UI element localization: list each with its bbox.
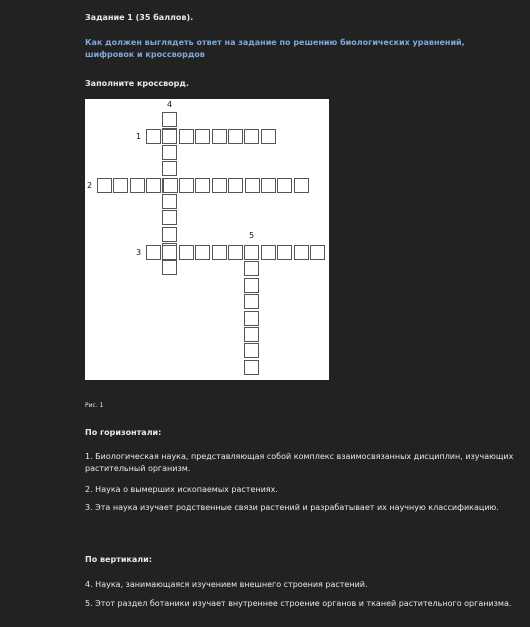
crossword-cell[interactable] (179, 129, 194, 144)
crossword-cell[interactable] (97, 178, 112, 193)
vertical-heading: По вертикали: (85, 555, 152, 564)
crossword-cell[interactable] (146, 129, 161, 144)
horizontal-clue-1: 1. Биологическая наука, представляющая собой комплекс взаимосвязанных дисциплин, изучающих растительный организм. (85, 452, 514, 473)
crossword-cell[interactable] (261, 245, 276, 260)
crossword-cell[interactable] (195, 129, 210, 144)
crossword-cell[interactable] (162, 129, 177, 144)
crossword-cell[interactable] (179, 245, 194, 260)
crossword-cell[interactable] (162, 194, 177, 209)
crossword-cell[interactable] (162, 245, 177, 260)
crossword-cell[interactable] (130, 178, 145, 193)
crossword-cell[interactable] (195, 178, 210, 193)
crossword-cell[interactable] (294, 178, 309, 193)
task-instruction: Заполните кроссворд. (85, 79, 189, 88)
figure-caption: Рис. 1 (85, 402, 104, 409)
answer-format-link[interactable]: Как должен выглядеть ответ на задание по решению биологических уравнений, шифровок и кроссвордов (85, 38, 465, 59)
horizontal-heading: По горизонтали: (85, 428, 162, 437)
crossword-cell[interactable] (244, 129, 259, 144)
crossword-cell[interactable] (244, 261, 259, 276)
crossword-cell[interactable] (195, 245, 210, 260)
crossword-cell[interactable] (310, 245, 325, 260)
crossword-cell[interactable] (244, 278, 259, 293)
crossword-cell[interactable] (228, 129, 243, 144)
crossword-cell[interactable] (228, 245, 243, 260)
vertical-clue-4: 4. Наука, занимающаяся изучением внешнего строения растений. (85, 580, 368, 589)
crossword-cell[interactable] (212, 178, 227, 193)
crossword-cell[interactable] (277, 245, 292, 260)
crossword-cell[interactable] (244, 327, 259, 342)
crossword-cell[interactable] (244, 245, 259, 260)
crossword-cell[interactable] (162, 161, 177, 176)
crossword-cell[interactable] (244, 360, 259, 375)
vertical-clue-5: 5. Этот раздел ботаники изучает внутреннее строение органов и тканей растительного организма. (85, 599, 512, 608)
clue-number-5: 5 (249, 231, 255, 240)
crossword-cell[interactable] (162, 210, 177, 225)
clue-number-1: 1 (136, 132, 142, 141)
crossword-cell[interactable] (212, 129, 227, 144)
horizontal-clue-3: 3. Эта наука изучает родственные связи растений и разрабатывает их научную классификацию. (85, 503, 499, 512)
crossword-cell[interactable] (277, 178, 292, 193)
crossword-cell[interactable] (162, 227, 177, 242)
crossword-cell[interactable] (261, 178, 276, 193)
crossword-cell[interactable] (113, 178, 128, 193)
task-title: Задание 1 (35 баллов). (85, 13, 194, 22)
crossword-cell[interactable] (162, 145, 177, 160)
clue-number-4: 4 (167, 100, 173, 109)
crossword-cell[interactable] (244, 311, 259, 326)
crossword-cell[interactable] (245, 178, 260, 193)
crossword-cell[interactable] (162, 260, 177, 275)
crossword-cell[interactable] (212, 245, 227, 260)
crossword-cell[interactable] (162, 112, 177, 127)
crossword-cell[interactable] (244, 294, 259, 309)
crossword-cell[interactable] (146, 245, 161, 260)
crossword-grid (85, 99, 329, 380)
crossword-cell[interactable] (228, 178, 243, 193)
clue-number-3: 3 (136, 248, 142, 257)
horizontal-clue-2: 2. Наука о вымерших ископаемых растениях. (85, 485, 278, 494)
crossword-cell[interactable] (146, 178, 161, 193)
clue-number-2: 2 (87, 181, 93, 190)
crossword-cell[interactable] (244, 343, 259, 358)
crossword-cell[interactable] (294, 245, 309, 260)
crossword-cell[interactable] (261, 129, 276, 144)
crossword-cell[interactable] (163, 178, 178, 193)
crossword-cell[interactable] (179, 178, 194, 193)
